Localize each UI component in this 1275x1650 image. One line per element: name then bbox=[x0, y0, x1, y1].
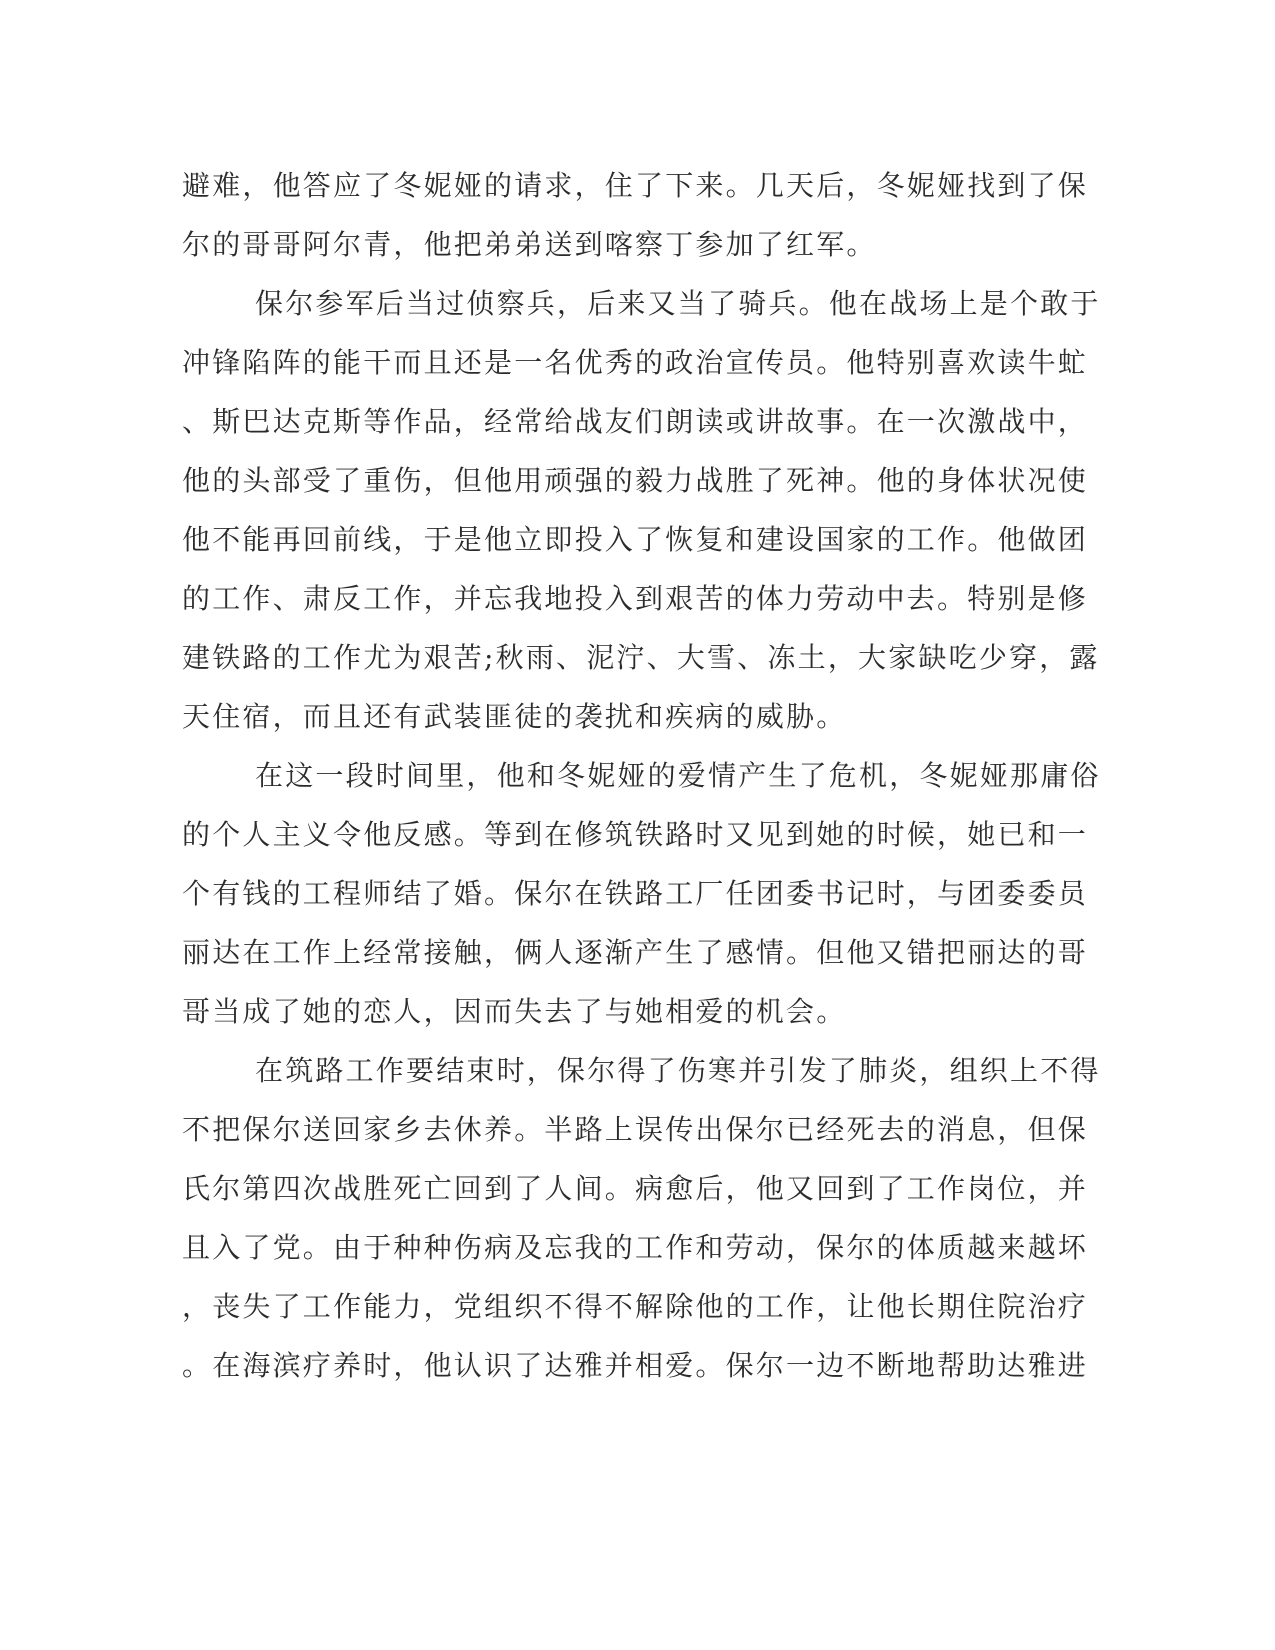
paragraph-first-line: 在这一段时间里，他和冬妮娅的爱情产生了危机，冬妮娅那庸俗 bbox=[255, 759, 1101, 792]
text-line: 个有钱的工程师结了婚。保尔在铁路工厂任团委书记时，与团委委员 bbox=[182, 877, 1089, 910]
text-line: 不把保尔送回家乡去休养。半路上误传出保尔已经死去的消息，但保 bbox=[182, 1113, 1089, 1146]
text-line: 哥当成了她的恋人，因而失去了与她相爱的机会。 bbox=[182, 995, 847, 1028]
text-line: 氏尔第四次战胜死亡回到了人间。病愈后，他又回到了工作岗位，并 bbox=[182, 1172, 1089, 1205]
text-line: 、斯巴达克斯等作品，经常给战友们朗读或讲故事。在一次激战中， bbox=[182, 405, 1089, 438]
text-line: 他不能再回前线，于是他立即投入了恢复和建设国家的工作。他做团 bbox=[182, 523, 1089, 556]
text-line: 他的头部受了重伤，但他用顽强的毅力战胜了死神。他的身体状况使 bbox=[182, 464, 1089, 497]
text-line: 。在海滨疗养时，他认识了达雅并相爱。保尔一边不断地帮助达雅进 bbox=[182, 1349, 1089, 1382]
text-line: 且入了党。由于种种伤病及忘我的工作和劳动，保尔的体质越来越坏 bbox=[182, 1231, 1089, 1264]
text-line: 天住宿，而且还有武装匪徒的袭扰和疾病的威胁。 bbox=[182, 700, 847, 733]
text-line: 冲锋陷阵的能干而且还是一名优秀的政治宣传员。他特别喜欢读牛虻 bbox=[182, 346, 1089, 379]
text-line: 的个人主义令他反感。等到在修筑铁路时又见到她的时候，她已和一 bbox=[182, 818, 1089, 851]
body-text bbox=[182, 156, 1101, 1395]
paragraph-first-line: 保尔参军后当过侦察兵，后来又当了骑兵。他在战场上是个敢于 bbox=[255, 287, 1101, 320]
paragraph-first-line: 在筑路工作要结束时，保尔得了伤寒并引发了肺炎，组织上不得 bbox=[255, 1054, 1101, 1087]
text-line: ，丧失了工作能力，党组织不得不解除他的工作，让他长期住院治疗 bbox=[182, 1290, 1089, 1323]
text-line: 的工作、肃反工作，并忘我地投入到艰苦的体力劳动中去。特别是修 bbox=[182, 582, 1089, 615]
text-line: 建铁路的工作尤为艰苦;秋雨、泥泞、大雪、冻土，大家缺吃少穿，露 bbox=[182, 641, 1100, 674]
text-line: 避难，他答应了冬妮娅的请求，住了下来。几天后，冬妮娅找到了保 bbox=[182, 169, 1089, 202]
text-line: 丽达在工作上经常接触，俩人逐渐产生了感情。但他又错把丽达的哥 bbox=[182, 936, 1089, 969]
text-line: 尔的哥哥阿尔青，他把弟弟送到喀察丁参加了红军。 bbox=[182, 228, 877, 261]
